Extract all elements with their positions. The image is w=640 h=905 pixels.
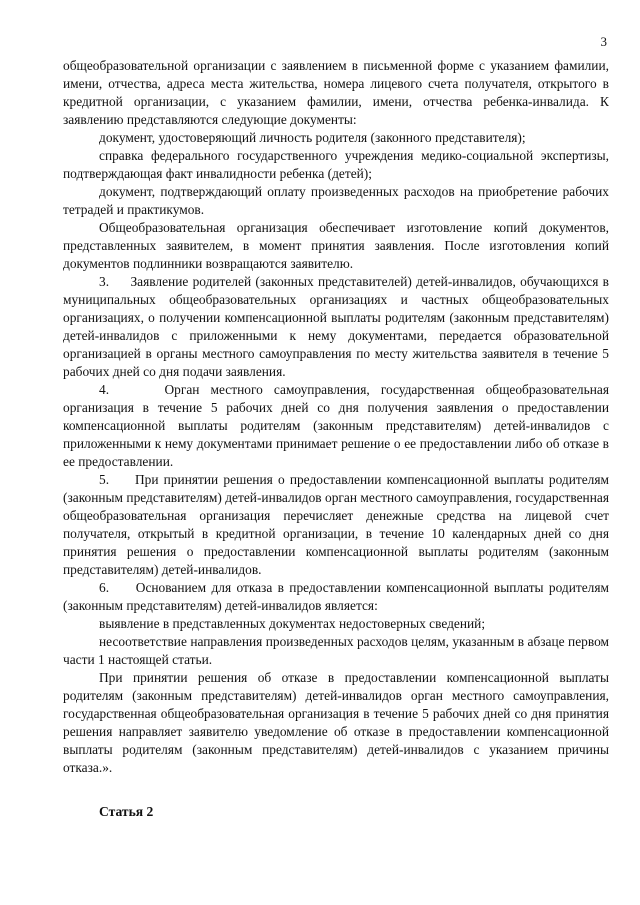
paragraph-clause-3: 3. Заявление родителей (законных представителей) детей-инвалидов, обучающихся в муниципальных общеобразовательных организациях и частных общеобразовательных организациях, о получении компенсационной выплаты родителям (законным представителям) детей-инвалидов с приложенными к нему документами, передается образовательной организацией в органы местного самоуправления по месту жительства заявителя в течение 5 рабочих дней со дня подачи заявления. [63, 274, 609, 379]
paragraph-clause-4: 4. Орган местного самоуправления, государственная общеобразовательная организация в течение 5 рабочих дней со дня получения заявления о предоставлении компенсационной выплаты родителям (законным представителям) детей-инвалидов с приложенными к нему документами принимает решение о ее предоставлении либо об отказе в ее предоставлении. [63, 382, 609, 469]
paragraph-clause-5: 5. При принятии решения о предоставлении компенсационной выплаты родителям (законным представителям) детей-инвалидов орган местного самоуправления, государственная общеобразовательная организация перечисляет денежные средства на лицевой счет получателя, открытый в кредитной организации, в течение 10 календарных дней со дня принятия решения о предоставлении компенсационной выплаты родителям (законным представителям) детей-инвалидов. [63, 472, 609, 577]
paragraph-identity-document: документ, удостоверяющий личность родителя (законного представителя); [99, 130, 526, 145]
paragraph-payment-document: документ, подтверждающий оплату произведенных расходов на приобретение рабочих тетрадей и практикумов. [63, 184, 609, 217]
paragraph-clause-6: 6. Основанием для отказа в предоставлении компенсационной выплаты родителям (законным представителям) детей-инвалидов является: [63, 580, 609, 613]
article-heading: Статья 2 [99, 804, 154, 819]
page-number: 3 [600, 34, 607, 49]
paragraph-medical-certificate: справка федерального государственного учреждения медико-социальной экспертизы, подтверждающая факт инвалидности ребенка (детей); [63, 148, 609, 181]
paragraph-application-requirements: общеобразовательной организации с заявлением в письменной форме с указанием фамилии, имени, отчества, адреса места жительства, номера лицевого счета получателя, открытого в кредитной организации, с указанием фамилии, имени, отчества ребенка-инвалида. К заявлению представляются следующие документы: [63, 58, 609, 127]
paragraph-document-copies: Общеобразовательная организация обеспечивает изготовление копий документов, представленных заявителем, в момент принятия заявления. После изготовления копий документов подлинники возвращаются заявителю. [63, 220, 609, 271]
paragraph-refusal-notice: При принятии решения об отказе в предоставлении компенсационной выплаты родителям (законным представителям) детей-инвалидов орган местного самоуправления, государственная общеобразовательная организация в течение 5 рабочих дней со дня принятия решения направляет заявителю уведомление об отказе в предоставлении компенсационной выплаты родителям (законным представителям) детей-инвалидов с указанием причины отказа.». [63, 670, 609, 775]
document-body [63, 57, 609, 777]
paragraph-refusal-reason-false-info: выявление в представленных документах недостоверных сведений; [99, 616, 486, 631]
paragraph-refusal-reason-mismatch: несоответствие направления произведенных расходов целям, указанным в абзаце первом части 1 настоящей статьи. [63, 634, 609, 667]
